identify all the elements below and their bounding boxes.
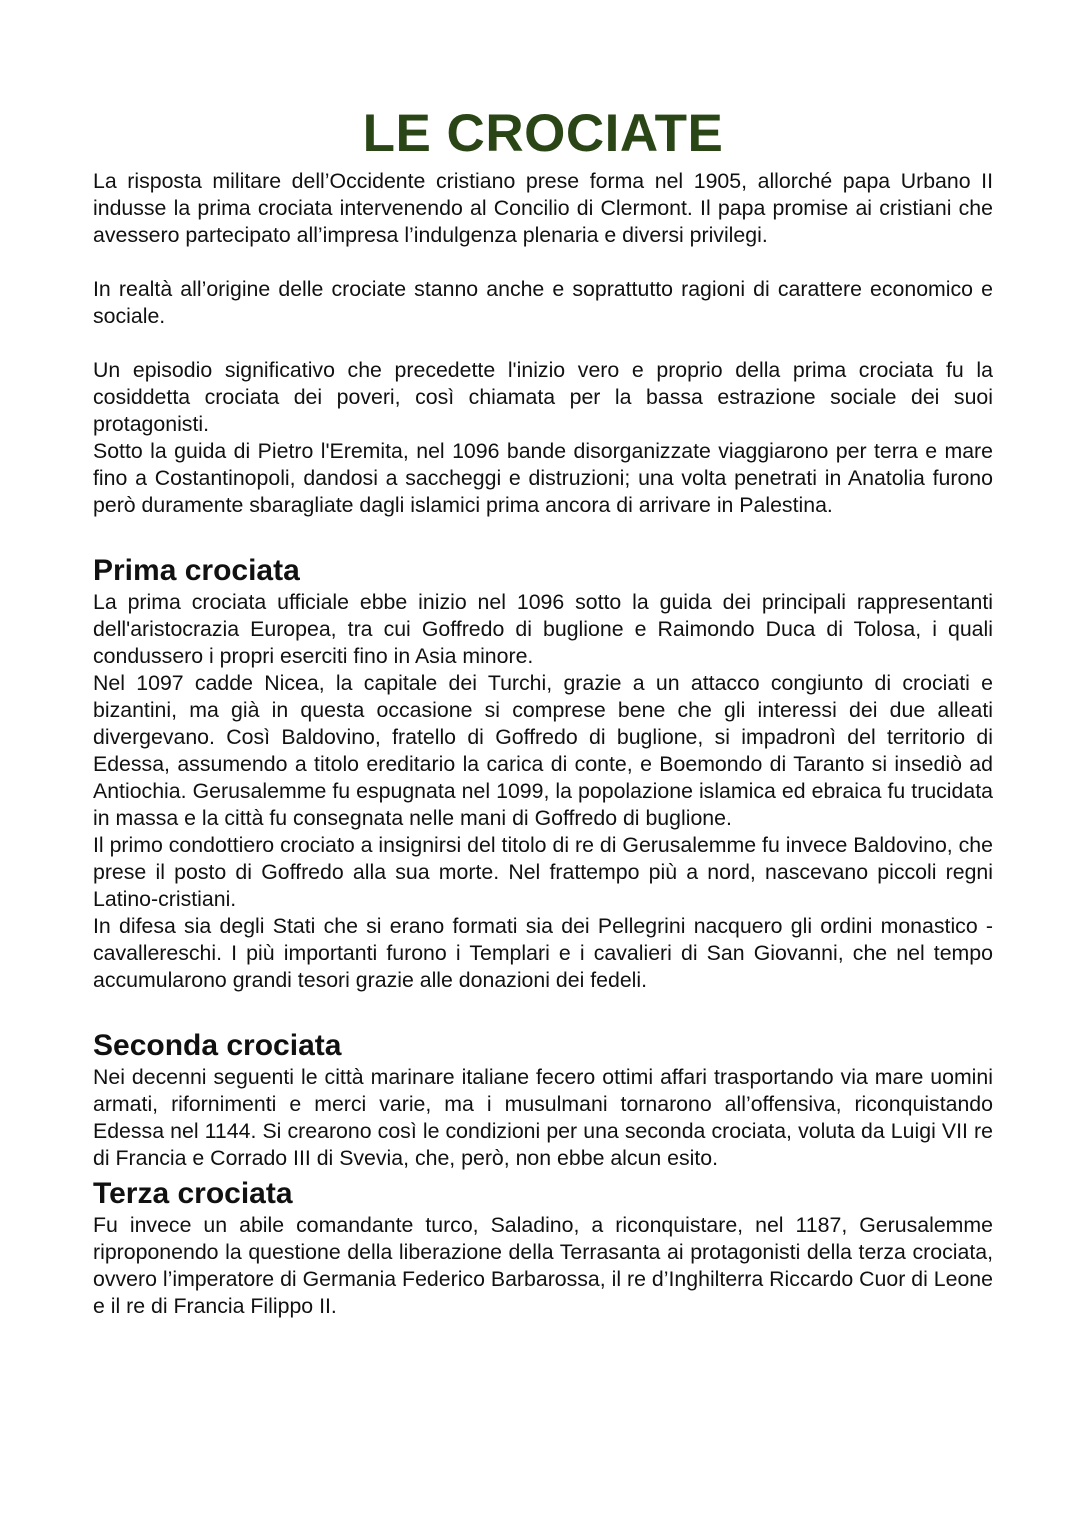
section-heading-terza-crociata: Terza crociata <box>93 1177 293 1210</box>
spacer <box>93 249 993 276</box>
intro-paragraph: In realtà all’origine delle crociate stanno anche e soprattutto ragioni di carattere economico e sociale. <box>93 277 993 328</box>
spacer <box>93 519 993 553</box>
section-paragraph: Nel 1097 cadde Nicea, la capitale dei Turchi, grazie a un attacco congiunto di crociati e bizantini, ma già in questa occasione si comprese bene che gli interessi dei due alleati divergevano. Così Baldovino, fratello di Goffredo di buglione, si impadronì del territorio di Edessa, assumendo a titolo ereditario la carica di conte, e Boemondo di Taranto si insediò ad Antiochia. Gerusalemme fu espugnata nel 1099, la popolazione islamica ed ebraica fu trucidata in massa e la città fu consegnata nelle mani di Goffredo di buglione. <box>93 671 993 830</box>
section-paragraph: Fu invece un abile comandante turco, Saladino, a riconquistare, nel 1187, Gerusalemme riproponendo la questione della liberazione della Terrasanta ai protagonisti della terza crociata, ovvero l’imperatore di Germania Federico Barbarossa, il re d’Inghilterra Riccardo Cuor di Leone e il re di Francia Filippo II. <box>93 1213 993 1318</box>
spacer <box>93 994 993 1028</box>
section-heading-prima-crociata: Prima crociata <box>93 554 300 587</box>
section-paragraph: La prima crociata ufficiale ebbe inizio nel 1096 sotto la guida dei principali rappresentanti dell'aristocrazia Europea, tra cui Goffredo di buglione e Raimondo Duca di Tolosa, i quali condussero i propri eserciti fino in Asia minore. <box>93 590 993 668</box>
spacer <box>93 330 993 357</box>
section-heading-seconda-crociata: Seconda crociata <box>93 1029 342 1062</box>
section-paragraph: Nei decenni seguenti le città marinare italiane fecero ottimi affari trasportando via mare uomini armati, rifornimenti e merci varie, ma i musulmani tornarono all’offensiva, riconquistando Edessa nel 1144. Si crearono così le condizioni per una seconda crociata, voluta da Luigi VII re di Francia e Corrado III di Svevia, che, però, non ebbe alcun esito. <box>93 1065 993 1170</box>
intro-paragraph: La risposta militare dell’Occidente cristiano prese forma nel 1905, allorché papa Urbano II indusse la prima crociata intervenendo al Concilio di Clermont. Il papa promise ai cristiani che avessero partecipato all’impresa l’indulgenza plenaria e diversi privilegi. <box>93 169 993 247</box>
section-paragraph: In difesa sia degli Stati che si erano formati sia dei Pellegrini nacquero gli ordini monastico -cavallereschi. I più importanti furono i Templari e i cavalieri di San Giovanni, che nel tempo accumularono grandi tesori grazie alle donazioni dei fedeli. <box>93 914 993 992</box>
section-paragraph: Il primo condottiero crociato a insignirsi del titolo di re di Gerusalemme fu invece Baldovino, che prese il posto di Goffredo alla sua morte. Nel frattempo più a nord, nascevano piccoli regni Latino-cristiani. <box>93 833 993 911</box>
document-page <box>93 104 993 1320</box>
document-title: LE CROCIATE <box>362 104 724 163</box>
intro-paragraph: Sotto la guida di Pietro l'Eremita, nel 1096 bande disorganizzate viaggiarono per terra e mare fino a Costantinopoli, dandosi a saccheggi e distruzioni; una volta penetrati in Anatolia furono però duramente sbaragliate dagli islamici prima ancora di arrivare in Palestina. <box>93 439 993 517</box>
intro-paragraph: Un episodio significativo che precedette l'inizio vero e proprio della prima crociata fu la cosiddetta crociata dei poveri, così chiamata per la bassa estrazione sociale dei suoi protagonisti. <box>93 358 993 436</box>
